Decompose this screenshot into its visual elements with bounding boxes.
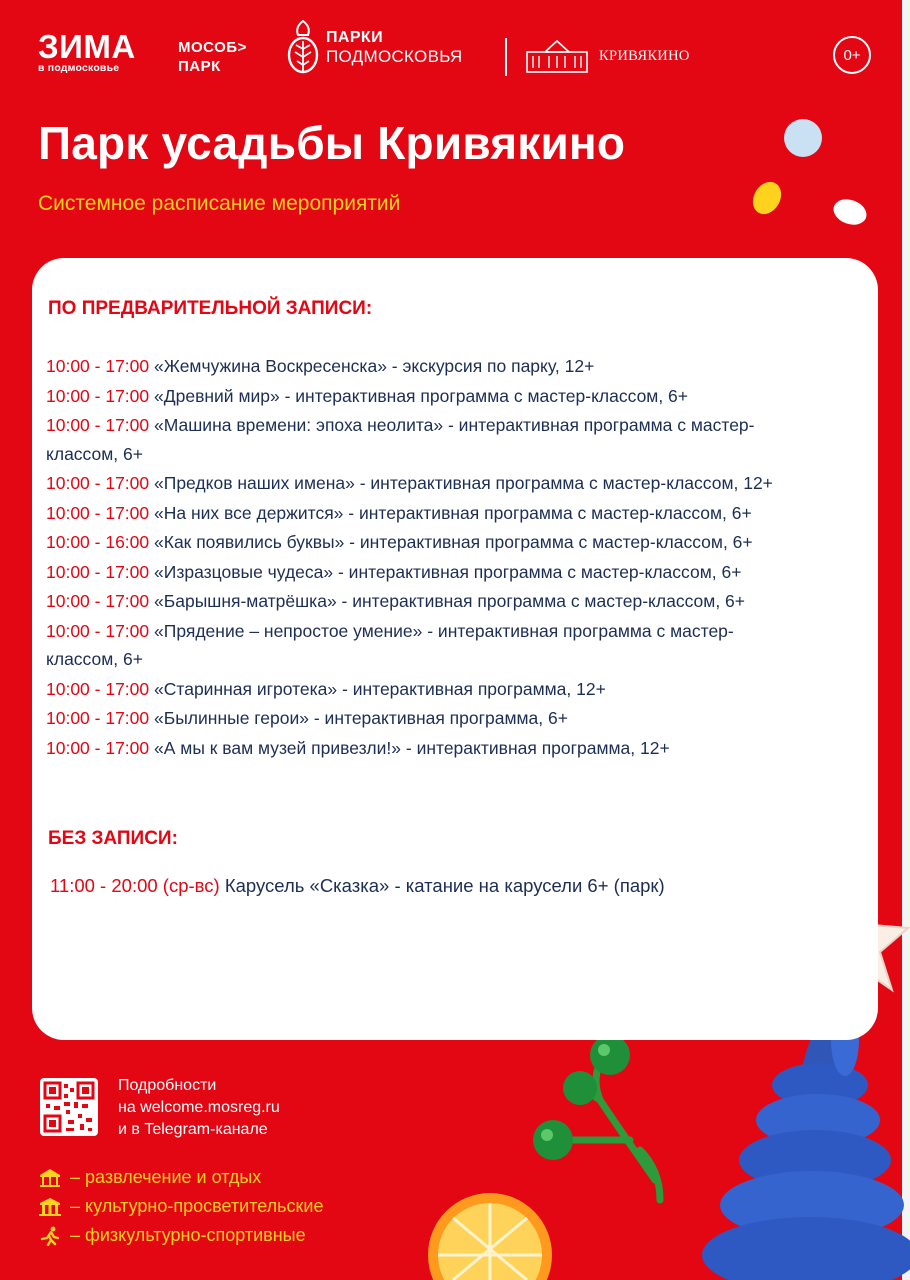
schedule-item xyxy=(46,675,872,704)
zima-logo-subtitle: в подмосковье xyxy=(38,62,120,74)
mosoblpark-logo-line1: МОСОБ> xyxy=(178,39,247,56)
krivyakino-logo xyxy=(525,38,690,74)
schedule-item xyxy=(46,411,806,468)
schedule-item-text: «Былинные герои» - интерактивная программа, 6+ xyxy=(154,708,568,728)
parki-logo-line2: ПОДМОСКОВЬЯ xyxy=(326,47,463,66)
schedule-item-text: «Изразцовые чудеса» - интерактивная программа с мастер-классом, 6+ xyxy=(154,561,742,582)
schedule-item-time: 10:00 - 16:00 xyxy=(46,532,150,552)
mosoblpark-logo xyxy=(178,38,247,76)
zima-logo xyxy=(38,28,136,74)
page-title: Парк усадьбы Кривякино xyxy=(38,117,626,169)
schedule-item xyxy=(46,499,872,528)
zima-logo-title: ЗИМА xyxy=(38,28,136,65)
legend-label: – физкультурно-спортивные xyxy=(70,1225,306,1245)
parki-logo-line1: ПАРКИ xyxy=(326,29,383,46)
schedule-item xyxy=(46,587,872,616)
schedule-item xyxy=(46,528,872,557)
schedule-item-time: 10:00 - 17:00 xyxy=(46,708,150,728)
details-line3: и в Telegram-канале xyxy=(118,1121,268,1138)
runner-icon xyxy=(38,1226,62,1246)
qr-code-icon xyxy=(40,1078,98,1136)
schedule-item-text: «Прядение – непростое умение» - интерактивная программа с мастер-классом, 6+ xyxy=(46,620,734,669)
details-text xyxy=(118,1075,280,1141)
schedule-item-text: «Машина времени: эпоха неолита» - интерактивная программа с мастер-классом, 6+ xyxy=(46,415,755,464)
schedule-item xyxy=(46,704,872,733)
schedule-item-text: «Как появились буквы» - интерактивная программа с мастер-классом, 6+ xyxy=(154,532,753,552)
free-item-text: Карусель «Сказка» - катание на карусели 6+ (парк) xyxy=(224,875,665,896)
confetti-yellow-dot xyxy=(747,177,787,219)
leaf-emblem-icon xyxy=(286,19,320,75)
parki-podmoskovya-logo xyxy=(286,19,463,75)
free-item-time: 11:00 - 20:00 (ср-вс) xyxy=(50,875,220,896)
legend-label: – культурно-просветительские xyxy=(70,1196,324,1216)
schedule-item-time: 10:00 - 17:00 xyxy=(46,473,150,493)
museum-icon xyxy=(38,1197,62,1217)
schedule-item xyxy=(46,382,872,411)
carousel-icon xyxy=(38,1168,62,1188)
manor-house-icon xyxy=(525,38,589,74)
schedule-item-time: 10:00 - 17:00 xyxy=(46,620,150,641)
header-divider xyxy=(505,38,507,76)
schedule-item-text: «На них все держится» - интерактивная программа с мастер-классом, 6+ xyxy=(154,502,752,523)
orange-slice-illustration xyxy=(428,1193,552,1280)
confetti-white-dot xyxy=(830,195,870,229)
legend-item-sport xyxy=(38,1221,324,1250)
schedule-item-time: 10:00 - 17:00 xyxy=(46,502,150,523)
legend-item-culture xyxy=(38,1192,324,1221)
berry-branch-illustration xyxy=(533,1035,660,1200)
schedule-item-time: 10:00 - 17:00 xyxy=(46,591,150,611)
prereg-section-heading: ПО ПРЕДВАРИТЕЛЬНОЙ ЗАПИСИ: xyxy=(48,298,373,319)
schedule-item-time: 10:00 - 17:00 xyxy=(46,415,150,435)
free-schedule-item xyxy=(50,875,665,897)
mosoblpark-logo-line2: ПАРК xyxy=(178,58,221,75)
schedule-item-text: «Барышня-матрёшка» - интерактивная программа с мастер-классом, 6+ xyxy=(154,591,745,611)
page-subtitle: Системное расписание мероприятий xyxy=(38,192,401,215)
schedule-item-time: 10:00 - 17:00 xyxy=(46,356,150,376)
schedule-item-text: «Жемчужина Воскресенска» - экскурсия по парку, 12+ xyxy=(154,356,595,376)
legend-label: – развлечение и отдых xyxy=(70,1167,262,1187)
details-line1: Подробности xyxy=(118,1077,217,1094)
category-legend xyxy=(38,1163,324,1250)
schedule-item xyxy=(46,469,786,498)
qr-code[interactable] xyxy=(40,1078,98,1136)
schedule-item-time: 10:00 - 17:00 xyxy=(46,561,150,582)
schedule-item-text: «Предков наших имена» - интерактивная программа с мастер-классом, 12+ xyxy=(154,473,773,493)
schedule-card xyxy=(32,258,878,1040)
schedule-item-text: «Старинная игротека» - интерактивная программа, 12+ xyxy=(154,678,606,699)
schedule-item-text: «А мы к вам музей привезли!» - интерактивная программа, 12+ xyxy=(154,737,670,758)
schedule-item xyxy=(46,734,872,763)
schedule-item xyxy=(46,352,872,381)
free-entry-section-heading: БЕЗ ЗАПИСИ: xyxy=(48,828,178,849)
schedule-item-text: «Древний мир» - интерактивная программа с мастер-классом, 6+ xyxy=(154,385,689,406)
age-rating-badge: 0+ xyxy=(833,36,871,74)
details-link-line[interactable]: на welcome.mosreg.ru xyxy=(118,1099,280,1116)
confetti-blue-dot xyxy=(784,119,822,157)
schedule-item-time: 10:00 - 17:00 xyxy=(46,737,150,758)
schedule-item-time: 10:00 - 17:00 xyxy=(46,385,150,406)
schedule-item-time: 10:00 - 17:00 xyxy=(46,678,150,699)
prereg-schedule-list xyxy=(46,352,872,763)
krivyakino-logo-text: КРИВЯКИНО xyxy=(599,47,690,64)
legend-item-entertainment xyxy=(38,1163,324,1192)
schedule-item xyxy=(46,617,766,674)
christmas-tree-illustration xyxy=(702,1000,910,1280)
schedule-item xyxy=(46,558,872,587)
